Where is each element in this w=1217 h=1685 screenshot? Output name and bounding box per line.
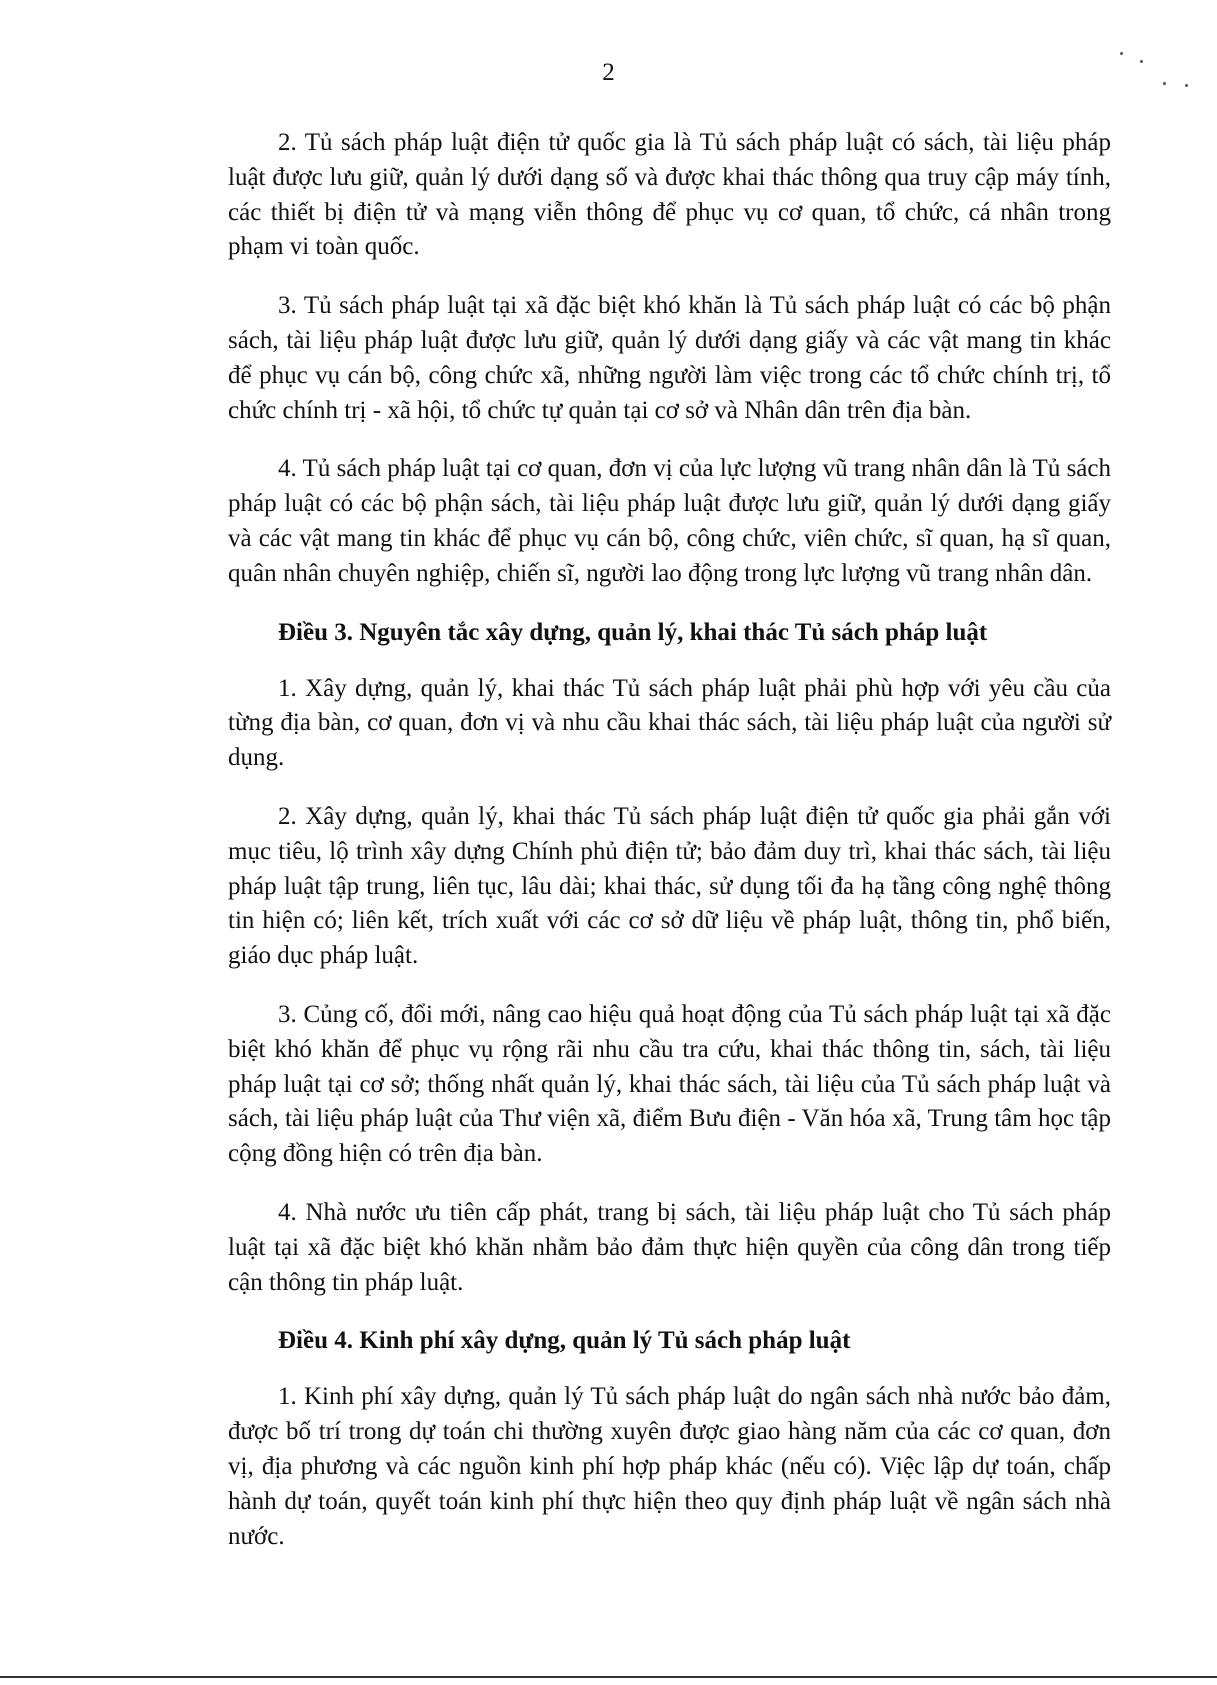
scan-edge-line <box>0 1676 1217 1678</box>
paragraph-2: 2. Tủ sách pháp luật điện tử quốc gia là Tủ sách pháp luật có sách, tài liệu pháp luật được lưu giữ, quản lý dưới dạng số và được khai thác thông qua truy cập máy tính, các thiết bị điện tử và mạng viễn thông để phục vụ cơ quan, tổ chức, cá nhân trong phạm vi toàn quốc. <box>228 129 1111 261</box>
document-body <box>228 126 1111 1578</box>
scan-speck <box>1140 60 1143 63</box>
paragraph-3: 3. Tủ sách pháp luật tại xã đặc biệt khó khăn là Tủ sách pháp luật có các bộ phận sách, tài liệu pháp luật được lưu giữ, quản lý dưới dạng giấy và các vật mang tin khác để phục vụ cán bộ, công chức xã, những người làm việc trong các tổ chức chính trị, tổ chức chính trị - xã hội, tổ chức tự quản tại cơ sở và Nhân dân trên địa bàn. <box>228 292 1111 424</box>
article-3-paragraph-4: 4. Nhà nước ưu tiên cấp phát, trang bị sách, tài liệu pháp luật cho Tủ sách pháp luật tại xã đặc biệt khó khăn nhằm bảo đảm thực hiện quyền của công dân trong tiếp cận thông tin pháp luật. <box>228 1198 1111 1296</box>
article-4-heading: Điều 4. Kinh phí xây dựng, quản lý Tủ sách pháp luật <box>278 1327 851 1355</box>
article-3-heading: Điều 3. Nguyên tắc xây dựng, quản lý, khai thác Tủ sách pháp luật <box>278 618 988 646</box>
article-4-paragraph-1: 1. Kinh phí xây dựng, quản lý Tủ sách pháp luật do ngân sách nhà nước bảo đảm, được bố trí trong dự toán chi thường xuyên được giao hàng năm của các cơ quan, đơn vị, địa phương và các nguồn kinh phí hợp pháp khác (nếu có). Việc lập dự toán, chấp hành dự toán, quyết toán kinh phí thực hiện theo quy định pháp luật về ngân sách nhà nước. <box>228 1383 1111 1550</box>
article-3-paragraph-3: 3. Củng cố, đổi mới, nâng cao hiệu quả hoạt động của Tủ sách pháp luật tại xã đặc biệt khó khăn để phục vụ rộng rãi nhu cầu tra cứu, khai thác thông tin, sách, tài liệu pháp luật tại cơ sở; thống nhất quản lý, khai thác sách, tài liệu của Tủ sách pháp luật và sách, tài liệu pháp luật của Thư viện xã, điểm Bưu điện - Văn hóa xã, Trung tâm học tập cộng đồng hiện có trên địa bàn. <box>228 1000 1111 1168</box>
page-number: 2 <box>602 59 615 86</box>
scan-speck <box>1185 84 1188 87</box>
scan-speck <box>1120 52 1123 55</box>
paragraph-4: 4. Tủ sách pháp luật tại cơ quan, đơn vị của lực lượng vũ trang nhân dân là Tủ sách pháp luật có các bộ phận sách, tài liệu pháp luật được lưu giữ, quản lý dưới dạng giấy và các vật mang tin khác để phục vụ cán bộ, công chức, viên chức, sĩ quan, hạ sĩ quan, quân nhân chuyên nghiệp, chiến sĩ, người lao động trong lực lượng vũ trang nhân dân. <box>228 455 1111 587</box>
article-3-paragraph-1: 1. Xây dựng, quản lý, khai thác Tủ sách pháp luật phải phù hợp với yêu cầu của từng địa bàn, cơ quan, đơn vị và nhu cầu khai thác sách, tài liệu pháp luật của người sử dụng. <box>228 674 1111 772</box>
article-3-paragraph-2: 2. Xây dựng, quản lý, khai thác Tủ sách pháp luật điện tử quốc gia phải gắn với mục tiêu, lộ trình xây dựng Chính phủ điện tử; bảo đảm duy trì, khai thác sách, tài liệu pháp luật tập trung, liên tục, lâu dài; khai thác, sử dụng tối đa hạ tầng công nghệ thông tin hiện có; liên kết, trích xuất với các cơ sở dữ liệu về pháp luật, thông tin, phổ biến, giáo dục pháp luật. <box>228 802 1111 970</box>
scan-speck <box>1163 82 1166 85</box>
